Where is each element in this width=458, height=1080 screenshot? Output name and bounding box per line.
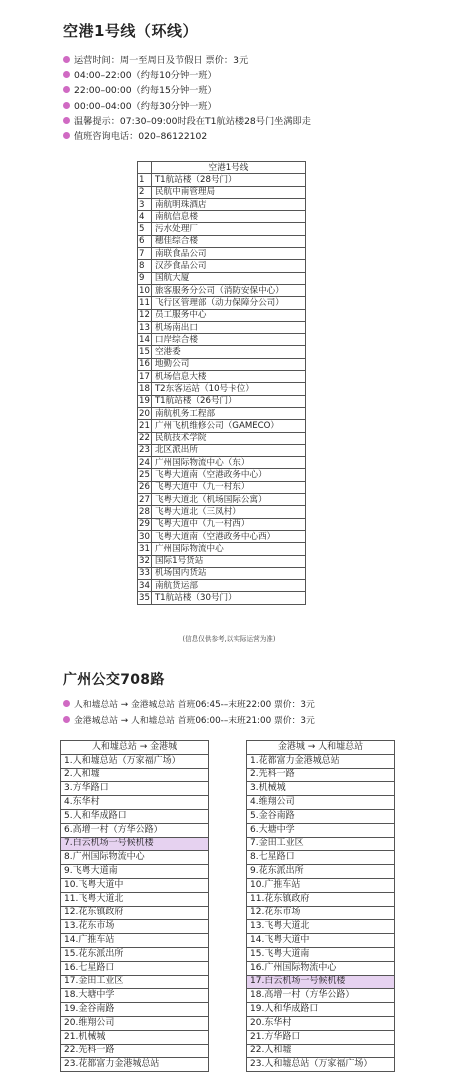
table-row: [138, 235, 306, 247]
stop-name: 飞粤大道南（空港政务中心）: [151, 469, 305, 481]
stop-name: T1航站楼（28号门）: [151, 174, 305, 186]
table-row: [138, 494, 306, 506]
stop-name: 14.广推车站: [61, 934, 209, 948]
stop-number: 25: [139, 470, 150, 481]
stop-name: 21.方华路口: [247, 1030, 395, 1044]
stop-name: 12.花东镇政府: [61, 906, 209, 920]
stop-name: 20.维翔公司: [61, 1016, 209, 1030]
table-row: [138, 444, 306, 456]
table-row: [247, 1016, 395, 1030]
stop-number: 20: [139, 408, 150, 419]
info-item: [63, 713, 315, 729]
table-row: [247, 768, 395, 782]
stop-number: 4: [138, 211, 152, 223]
stop-name: 18.大塘中学: [61, 989, 209, 1003]
table-row: [138, 457, 306, 469]
info-text: 金港城总站 → 人和墟总站 首班06:00-–末班21:00 票价：3元: [74, 716, 315, 726]
table-row: [138, 198, 306, 210]
table-row: [138, 580, 306, 592]
stop-name: 4.东华村: [61, 796, 209, 810]
line2-info-list: [63, 697, 315, 729]
table-row: [61, 1044, 209, 1058]
table-row: [61, 906, 209, 920]
table-row: [61, 878, 209, 892]
stop-number: 5: [138, 223, 152, 235]
table-row: [138, 432, 306, 444]
stop-number: 15: [139, 347, 150, 358]
table-row: [247, 878, 395, 892]
info-item: [63, 114, 311, 129]
table-row: [61, 920, 209, 934]
info-item: [63, 83, 311, 98]
stop-name: 21.机械城: [61, 1030, 209, 1044]
table-row: [138, 284, 306, 296]
table-row: [61, 947, 209, 961]
line2-left-table: [60, 740, 209, 1072]
info-text: 00:00–04:00（约每30分钟一班）: [74, 100, 217, 112]
table-row: [138, 248, 306, 260]
table-row: [138, 358, 306, 370]
stop-number: 26: [139, 482, 150, 493]
stop-name: 20.东华村: [247, 1016, 395, 1030]
stop-number: 6: [138, 235, 152, 247]
stop-name: 16.七星路口: [61, 961, 209, 975]
table-row: [138, 506, 306, 518]
stop-name: 8.七星路口: [247, 851, 395, 865]
stop-name: 1.花都富力金港城总站: [247, 754, 395, 768]
stop-name: 7.金田工业区: [247, 837, 395, 851]
stop-name: 17.白云机场一号候机楼: [247, 975, 395, 989]
table-row: [138, 543, 306, 555]
stop-name: 22.人和墟: [247, 1044, 395, 1058]
line1-table-header: 空港1号线: [151, 162, 305, 174]
table-row: [138, 383, 306, 395]
bullet-icon: [63, 117, 70, 124]
stop-number: 2: [138, 186, 152, 198]
stop-name: 23.人和墟总站（万家福广场）: [247, 1058, 395, 1072]
table-row: [138, 530, 306, 542]
table-row: [61, 851, 209, 865]
stop-name: 5.人和华成路口: [61, 809, 209, 823]
table-row: [61, 961, 209, 975]
table-row: [138, 321, 306, 333]
table-row: [138, 260, 306, 272]
table-row: [61, 768, 209, 782]
stop-name: 6.大塘中学: [247, 823, 395, 837]
stop-number: 30: [139, 531, 150, 542]
table-row: [61, 1030, 209, 1044]
table-row: [247, 754, 395, 768]
table-row: [138, 223, 306, 235]
table-row: [247, 989, 395, 1003]
stop-name: T1航站楼（30号门）: [151, 592, 305, 604]
stop-name: 8.广州国际物流中心: [61, 851, 209, 865]
stop-name: 13.花东市场: [61, 920, 209, 934]
table-row: [138, 309, 306, 321]
stop-name: 15.飞粤大道南: [247, 947, 395, 961]
stop-name: 11.花东镇政府: [247, 892, 395, 906]
stop-number: 28: [139, 506, 150, 517]
stop-name: 民航中南管理局: [151, 186, 305, 198]
info-item: [63, 99, 311, 114]
stop-name: 飞行区管理部（动力保障分公司）: [151, 297, 305, 309]
stop-name: 口岸综合楼: [151, 334, 305, 346]
stop-number: 22: [139, 433, 150, 444]
stop-number: 34: [139, 580, 150, 591]
info-text: 04:00–22:00（约每10分钟一班）: [74, 70, 217, 82]
table-row: [247, 837, 395, 851]
table-row: [138, 395, 306, 407]
stop-name: 民航技术学院: [151, 432, 305, 444]
stop-name: 16.广州国际物流中心: [247, 961, 395, 975]
stop-name: 19.金谷南路: [61, 1003, 209, 1017]
table-row: [138, 346, 306, 358]
stop-name: 15.花东派出所: [61, 947, 209, 961]
stop-name: 18.高增一村（方华公路）: [247, 989, 395, 1003]
stop-number: 31: [139, 543, 150, 554]
table-row: [61, 989, 209, 1003]
stop-name: 9.花东派出所: [247, 865, 395, 879]
stop-name: 南航机务工程部: [151, 407, 305, 419]
stop-number: 21: [139, 420, 150, 431]
table-row: [247, 865, 395, 879]
stop-name: 6.高增一村（方华公路）: [61, 823, 209, 837]
table-row: [138, 518, 306, 530]
stop-number: 11: [139, 297, 150, 308]
bullet-icon: [63, 86, 70, 93]
stop-number: 32: [139, 556, 150, 567]
table-row: [247, 1030, 395, 1044]
table-row: [247, 809, 395, 823]
table-row: [61, 754, 209, 768]
table-row: [138, 555, 306, 567]
stop-number: 17: [139, 371, 150, 382]
table-row: [138, 469, 306, 481]
table-row: [247, 906, 395, 920]
table-row: [138, 211, 306, 223]
table-row: [247, 823, 395, 837]
table-row: [138, 186, 306, 198]
stop-name: T1航站楼（26号门）: [151, 395, 305, 407]
bullet-icon: [63, 71, 70, 78]
table-row: [247, 892, 395, 906]
table-row: [138, 592, 306, 604]
stop-number: 35: [139, 593, 150, 604]
stop-name: 23.花都富力金港城总站: [61, 1058, 209, 1072]
table-row: [61, 823, 209, 837]
stop-number: 33: [139, 568, 150, 579]
stop-name: 7.白云机场一号候机楼: [61, 837, 209, 851]
table-row: [247, 851, 395, 865]
stop-name: 污水处理厂: [151, 223, 305, 235]
bullet-icon: [63, 716, 70, 723]
table-row: [247, 947, 395, 961]
line2-left-header: 人和墟总站 → 金港城: [61, 741, 209, 755]
stop-name: 地勤公司: [151, 358, 305, 370]
stop-name: 10.飞粤大道中: [61, 878, 209, 892]
info-item: [63, 53, 311, 68]
table-row: [138, 297, 306, 309]
stop-number: 14: [139, 334, 150, 345]
info-item: [63, 129, 311, 144]
stop-name: 广州国际物流中心（东）: [151, 457, 305, 469]
stop-name: 南航信息楼: [151, 211, 305, 223]
table-row: [138, 371, 306, 383]
stop-number: 12: [139, 310, 150, 321]
stop-number: 23: [139, 445, 150, 456]
stop-name: 广州飞机维修公司（GAMECO）: [151, 420, 305, 432]
stop-name: 10.广推车站: [247, 878, 395, 892]
info-text: 运营时间：周一至周日及节假日 票价：3元: [74, 55, 249, 66]
line1-stop-table: [137, 161, 306, 605]
table-row: [61, 796, 209, 810]
stop-name: 员工服务中心: [151, 309, 305, 321]
stop-name: 南航货运部: [151, 580, 305, 592]
stop-name: T2东客运站（10号卡位）: [151, 383, 305, 395]
table-row: [247, 920, 395, 934]
table-row: [61, 865, 209, 879]
table-row: [61, 1003, 209, 1017]
info-item: [63, 68, 311, 83]
line2-title: 广州公交708路: [63, 672, 165, 688]
line1-note: (信息仅供参考,以实际运营为准): [182, 635, 276, 643]
bullet-icon: [63, 132, 70, 139]
stop-name: 13.飞粤大道北: [247, 920, 395, 934]
line2-right-table: [246, 740, 395, 1072]
table-row: [138, 272, 306, 284]
stop-name: 3.方华路口: [61, 782, 209, 796]
table-row: [61, 934, 209, 948]
stop-number: 1: [138, 174, 152, 186]
table-row: [61, 892, 209, 906]
stop-name: 12.花东市场: [247, 906, 395, 920]
line1-table-header-row: [138, 162, 306, 174]
table-row: [138, 334, 306, 346]
table-row: [61, 1016, 209, 1030]
stop-name: 飞粤大道北（三凤村）: [151, 506, 305, 518]
info-item: [63, 697, 315, 713]
stop-number: 19: [139, 396, 150, 407]
info-text: 值班咨询电话：020–86122102: [74, 131, 208, 143]
stop-name: 飞粤大道南（空港政务中心西）: [151, 530, 305, 542]
stop-number: 9: [138, 272, 152, 284]
table-row: [138, 420, 306, 432]
table-row: [247, 961, 395, 975]
table-row: [138, 174, 306, 186]
stop-number: 3: [138, 198, 152, 210]
stop-number: 13: [139, 322, 150, 333]
stop-name: 1.人和墟总站（万家福广场）: [61, 754, 209, 768]
stop-name: 2.先科一路: [247, 768, 395, 782]
stop-number: 7: [138, 248, 152, 260]
info-text: 温馨提示：07:30–09:00时段在T1航站楼28号门坐满即走: [74, 115, 311, 127]
table-row: [247, 1058, 395, 1072]
line2-right-header: 金港城 → 人和墟总站: [247, 741, 395, 755]
table-row: [247, 1044, 395, 1058]
stop-number: 16: [139, 359, 150, 370]
stop-name: 9.飞粤大道南: [61, 865, 209, 879]
line1-info-list: [63, 53, 311, 144]
table-row: [61, 975, 209, 989]
stop-name: 飞粤大道北（机场国际公寓）: [151, 494, 305, 506]
stop-name: 机场国内货站: [151, 567, 305, 579]
stop-name: 22.先科一路: [61, 1044, 209, 1058]
stop-name: 4.维翔公司: [247, 796, 395, 810]
stop-name: 5.金谷南路: [247, 809, 395, 823]
stop-name: 穗佳综合楼: [151, 235, 305, 247]
stop-name: 空港委: [151, 346, 305, 358]
stop-number: 29: [139, 519, 150, 530]
table-row: [247, 796, 395, 810]
stop-name: 11.飞粤大道北: [61, 892, 209, 906]
table-row: [247, 934, 395, 948]
table-row: [138, 407, 306, 419]
stop-name: 飞粤大道中（九一村东）: [151, 481, 305, 493]
stop-name: 国际1号货站: [151, 555, 305, 567]
stop-name: 19.人和华成路口: [247, 1003, 395, 1017]
stop-name: 飞粤大道中（九一村西）: [151, 518, 305, 530]
table-row: [247, 782, 395, 796]
table-row: [247, 975, 395, 989]
stop-name: 国航大厦: [151, 272, 305, 284]
table-row: [61, 809, 209, 823]
stop-number: 24: [139, 457, 150, 468]
stop-name: 南联食品公司: [151, 248, 305, 260]
stop-name: 2.人和墟: [61, 768, 209, 782]
stop-name: 广州国际物流中心: [151, 543, 305, 555]
table-row: [61, 1058, 209, 1072]
stop-name: 14.飞粤大道中: [247, 934, 395, 948]
stop-name: 南航明珠酒店: [151, 198, 305, 210]
stop-number: 8: [138, 260, 152, 272]
stop-number: 18: [139, 383, 150, 394]
table-row: [61, 837, 209, 851]
table-row: [61, 782, 209, 796]
stop-name: 机场南出口: [151, 321, 305, 333]
table-row: [138, 481, 306, 493]
table-row: [138, 567, 306, 579]
line1-title: 空港1号线（环线）: [63, 22, 198, 40]
table-row: [247, 1003, 395, 1017]
info-text: 人和墟总站 → 金港城总站 首班06:45-–末班22:00 票价：3元: [74, 700, 315, 710]
stop-name: 机场信息大楼: [151, 371, 305, 383]
stop-name: 3.机械城: [247, 782, 395, 796]
stop-name: 汉莎食品公司: [151, 260, 305, 272]
bullet-icon: [63, 102, 70, 109]
stop-name: 北区派出所: [151, 444, 305, 456]
stop-name: 17.金田工业区: [61, 975, 209, 989]
info-text: 22:00–00:00（约每15分钟一班）: [74, 85, 217, 97]
stop-name: 旅客服务分公司（消防安保中心）: [151, 284, 305, 296]
stop-number: 27: [139, 494, 150, 505]
stop-number: 10: [139, 285, 150, 296]
bullet-icon: [63, 700, 70, 707]
bullet-icon: [63, 56, 70, 63]
